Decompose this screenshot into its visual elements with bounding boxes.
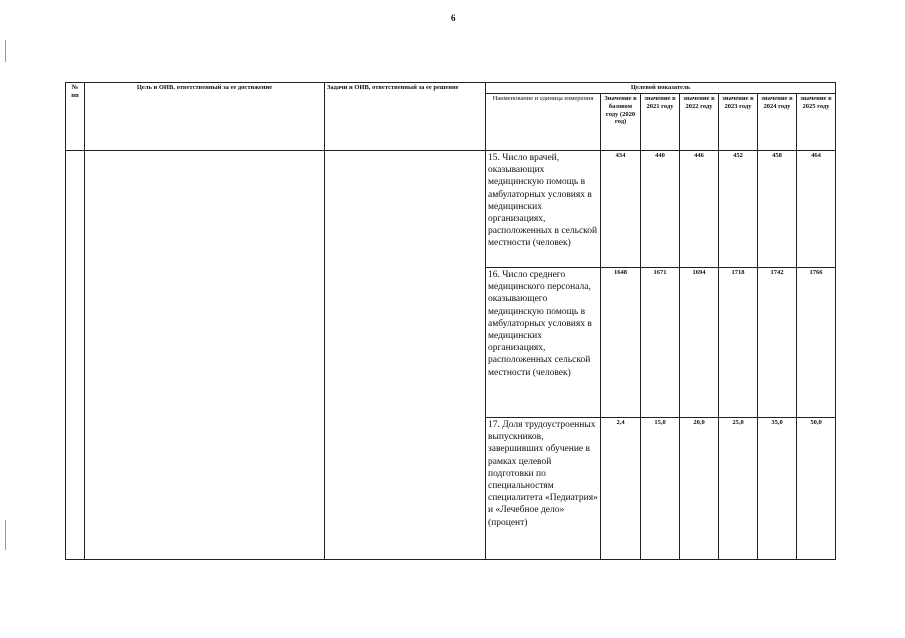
value-2022: 1694 [680, 268, 719, 418]
cell-no [66, 151, 85, 560]
value-base: 2,4 [601, 418, 641, 560]
value-2025: 464 [797, 151, 836, 268]
value-base: 434 [601, 151, 641, 268]
value-2021: 1671 [641, 268, 680, 418]
table-row [66, 151, 836, 268]
header-base-year: Значение в базовом году (2020 год) [601, 94, 641, 151]
value-2021: 440 [641, 151, 680, 268]
indicator-name: 17. Доля трудоустроенных выпускников, завершивших обучение в рамках целевой подготовки по специальностям специалитета «Педиатрия» и «Лечебное дело» (процент) [486, 418, 601, 560]
value-2022: 446 [680, 151, 719, 268]
cell-goal [85, 151, 325, 560]
header-task: Задачи и ОИВ, ответственный за ее решение [325, 83, 486, 151]
page-number: 6 [451, 13, 456, 23]
value-2024: 458 [758, 151, 797, 268]
header-2022: значение в 2022 году [680, 94, 719, 151]
value-2023: 452 [719, 151, 758, 268]
cell-task [325, 151, 486, 560]
target-indicators-table [65, 82, 836, 560]
value-2025: 1766 [797, 268, 836, 418]
scan-edge-mark [5, 40, 6, 62]
value-2023: 1718 [719, 268, 758, 418]
header-indicator-name: Наименование и единица измерения [486, 94, 601, 151]
value-2024: 35,0 [758, 418, 797, 560]
header-2024: значение в 2024 году [758, 94, 797, 151]
header-2025: значение в 2025 году [797, 94, 836, 151]
header-no: № пп [66, 83, 85, 151]
header-goal: Цель и ОИВ, ответственный за ее достижение [85, 83, 325, 151]
value-base: 1648 [601, 268, 641, 418]
header-2021: значение в 2021 году [641, 94, 680, 151]
indicator-name: 16. Число среднего медицинского персонала, оказывающего медицинскую помощь в амбулаторных условиях в медицинских организациях, расположенных сельской местности (человек) [486, 268, 601, 418]
scan-edge-mark [5, 520, 6, 550]
value-2023: 25,0 [719, 418, 758, 560]
indicator-name: 15. Число врачей, оказывающих медицинскую помощь в амбулаторных условиях в медицинских организациях, расположенных в сельской местности (человек) [486, 151, 601, 268]
value-2024: 1742 [758, 268, 797, 418]
header-2023: значение в 2023 году [719, 94, 758, 151]
value-2025: 50,0 [797, 418, 836, 560]
value-2022: 20,0 [680, 418, 719, 560]
header-target-indicator: Целевой показатель [486, 83, 836, 94]
value-2021: 15,0 [641, 418, 680, 560]
